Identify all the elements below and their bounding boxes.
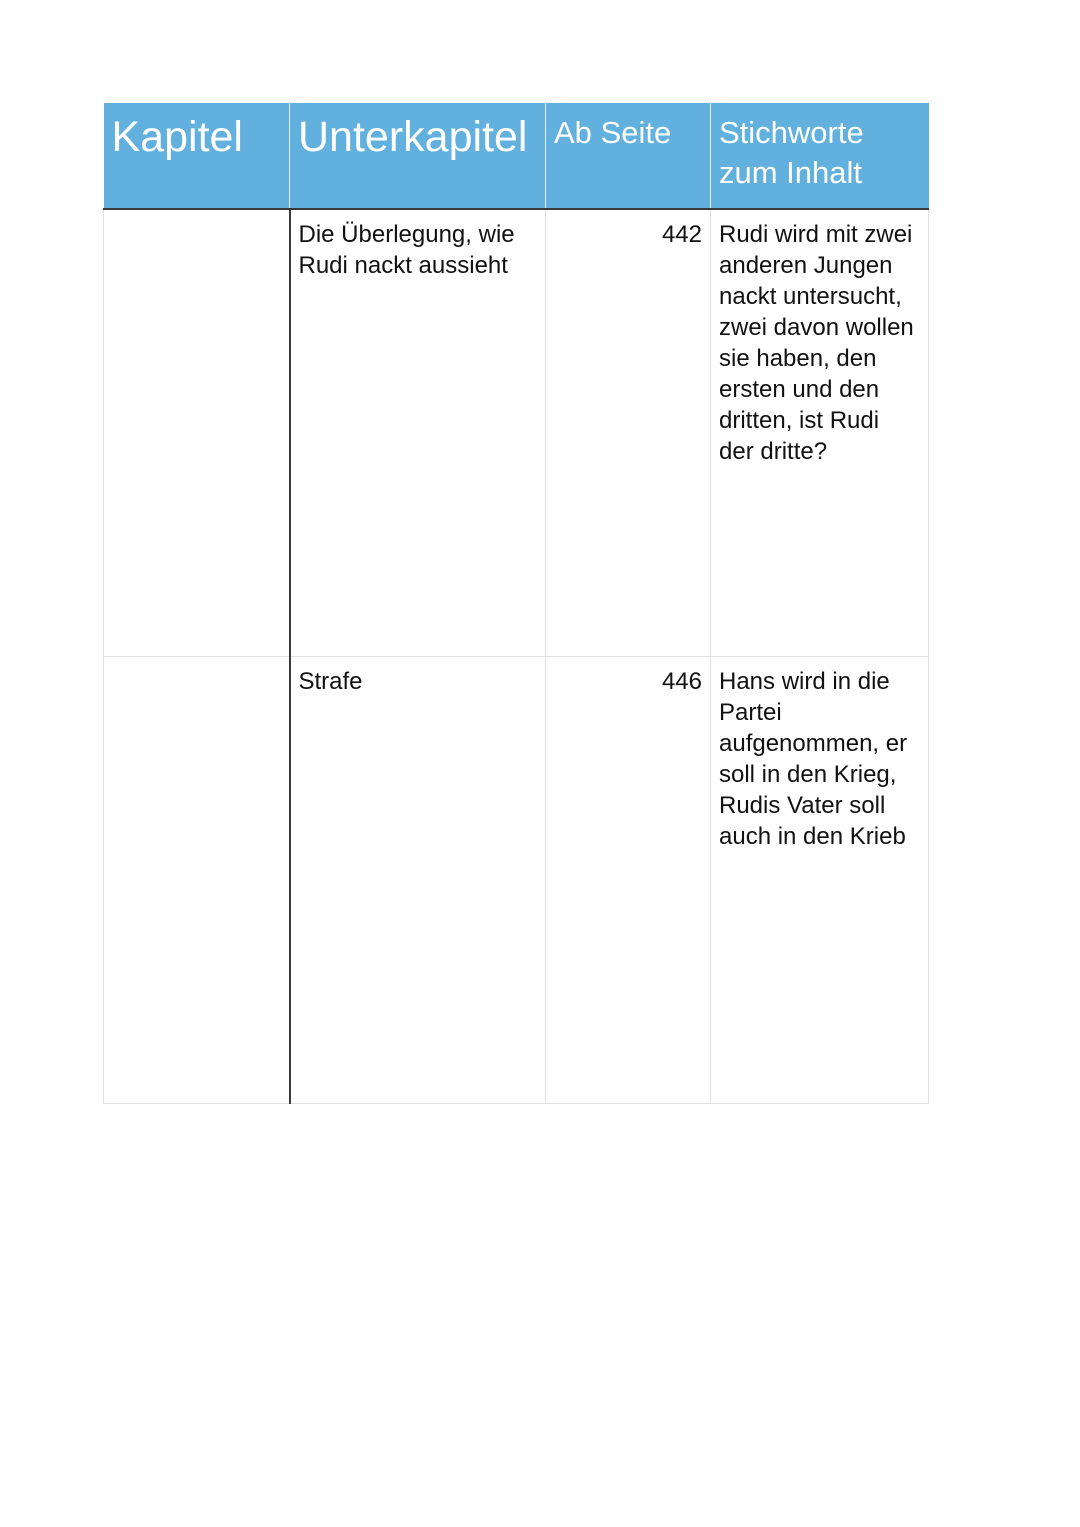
chapter-table-sheet — [103, 103, 928, 1104]
table-body — [104, 209, 929, 1103]
header-unterkapitel: Unterkapitel — [290, 103, 546, 209]
cell-kapitel — [104, 209, 290, 656]
cell-stichworte: Rudi wird mit zwei anderen Jungen nackt untersucht, zwei davon wollen sie haben, den ersten und den dritten, ist Rudi der dritte? — [711, 209, 929, 656]
table-header — [104, 103, 929, 209]
cell-ab-seite: 446 — [546, 656, 711, 1103]
cell-unterkapitel: Die Überlegung, wie Rudi nackt aussieht — [290, 209, 546, 656]
header-row — [104, 103, 929, 209]
cell-kapitel — [104, 656, 290, 1103]
header-ab-seite: Ab Seite — [546, 103, 711, 209]
header-kapitel: Kapitel — [104, 103, 290, 209]
header-stichworte: Stichworte zum Inhalt — [711, 103, 929, 209]
table-row — [104, 209, 929, 656]
cell-ab-seite: 442 — [546, 209, 711, 656]
cell-stichworte: Hans wird in die Partei aufgenommen, er soll in den Krieg, Rudis Vater soll auch in den Krieb — [711, 656, 929, 1103]
cell-unterkapitel: Strafe — [290, 656, 546, 1103]
table-row — [104, 656, 929, 1103]
chapter-table — [103, 103, 929, 1104]
